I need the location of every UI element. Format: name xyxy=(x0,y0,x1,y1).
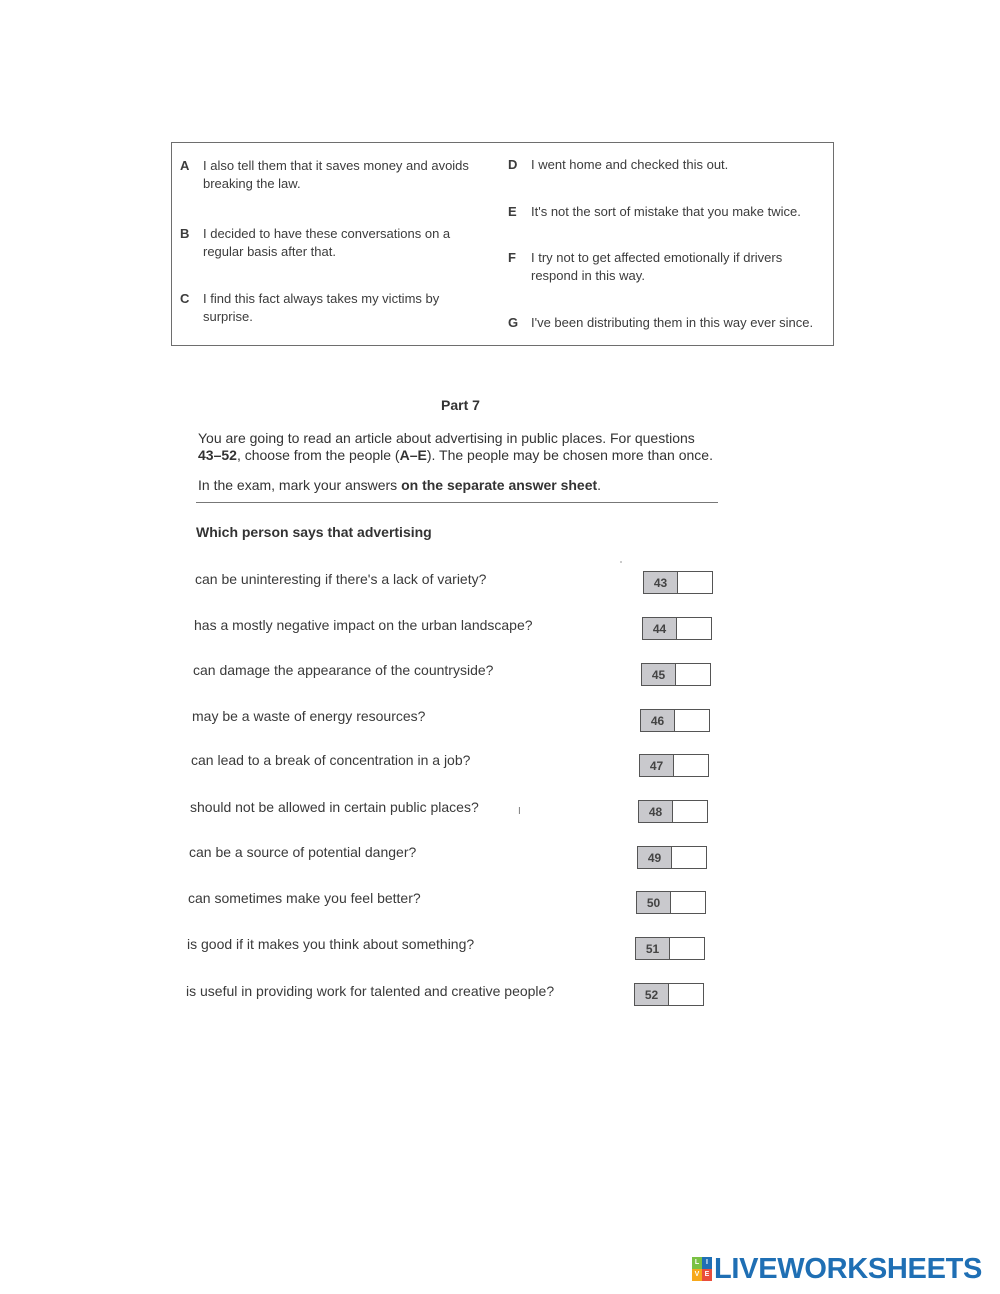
option-letter: E xyxy=(508,204,517,219)
question-50-text: can sometimes make you feel better? xyxy=(188,890,421,906)
logo-tile: L xyxy=(692,1257,702,1269)
intro-post: ). The people may be chosen more than once. xyxy=(426,447,713,463)
answer-box-50 xyxy=(636,891,706,914)
answer-box-51 xyxy=(635,937,705,960)
option-letter: F xyxy=(508,250,516,265)
logo-tile: E xyxy=(702,1269,712,1281)
answer-input-49[interactable] xyxy=(672,847,706,868)
option-letter: B xyxy=(180,226,190,241)
exam-note xyxy=(198,477,718,493)
question-44-text: has a mostly negative impact on the urban landscape? xyxy=(194,617,533,633)
scan-mark: I xyxy=(518,806,521,817)
question-43-text: can be uninteresting if there's a lack of variety? xyxy=(195,571,487,587)
scan-speck xyxy=(620,561,622,563)
liveworksheets-brand[interactable] xyxy=(692,1254,982,1284)
answer-input-47[interactable] xyxy=(674,755,708,776)
logo-tile: I xyxy=(702,1257,712,1269)
answer-input-48[interactable] xyxy=(673,801,707,822)
option-text: I decided to have these conversations on a regular basis after that. xyxy=(203,226,451,259)
question-number: 45 xyxy=(642,664,676,685)
answer-input-46[interactable] xyxy=(675,710,709,731)
option-text: I try not to get affected emotionally if drivers respond in this way. xyxy=(531,250,783,283)
divider xyxy=(196,502,718,503)
option-letter: G xyxy=(508,315,519,330)
question-heading: Which person says that advertising xyxy=(196,524,432,540)
part-title: Part 7 xyxy=(441,397,480,413)
option-text: I find this fact always takes my victims by surprise. xyxy=(203,291,440,324)
people-letters: A–E xyxy=(399,447,427,463)
options-box xyxy=(171,142,834,346)
answer-box-52 xyxy=(634,983,704,1006)
question-number: 49 xyxy=(638,847,672,868)
question-number: 51 xyxy=(636,938,670,959)
answer-box-49 xyxy=(637,846,707,869)
option-letter: A xyxy=(180,158,190,173)
intro-mid: , choose from the people ( xyxy=(236,447,400,463)
exam-bold: on the separate answer sheet xyxy=(401,477,598,493)
question-47-text: can lead to a break of concentration in a job? xyxy=(191,752,471,768)
answer-input-50[interactable] xyxy=(671,892,705,913)
question-number: 50 xyxy=(637,892,671,913)
question-52-text: is useful in providing work for talented and creative people? xyxy=(186,983,555,999)
answer-input-43[interactable] xyxy=(678,572,712,593)
question-number: 52 xyxy=(635,984,669,1005)
answer-input-44[interactable] xyxy=(677,618,711,639)
answer-box-43 xyxy=(643,571,713,594)
answer-input-52[interactable] xyxy=(669,984,703,1005)
answer-input-45[interactable] xyxy=(676,664,710,685)
answer-box-44 xyxy=(642,617,712,640)
logo-tile: V xyxy=(692,1269,702,1281)
question-51-text: is good if it makes you think about something? xyxy=(187,936,475,952)
option-letter: C xyxy=(180,291,190,306)
question-number: 43 xyxy=(644,572,678,593)
option-text: I went home and checked this out. xyxy=(531,157,729,172)
question-number: 47 xyxy=(640,755,674,776)
option-text: I've been distributing them in this way ever since. xyxy=(531,315,814,330)
option-text: I also tell them that it saves money and avoids breaking the law. xyxy=(203,158,469,191)
option-letter: D xyxy=(508,157,518,172)
question-45-text: can damage the appearance of the countryside? xyxy=(193,662,494,678)
question-number: 46 xyxy=(641,710,675,731)
answer-box-46 xyxy=(640,709,710,732)
question-number: 44 xyxy=(643,618,677,639)
answer-box-45 xyxy=(641,663,711,686)
question-49-text: can be a source of potential danger? xyxy=(189,844,417,860)
question-46-text: may be a waste of energy resources? xyxy=(192,708,426,724)
question-number: 48 xyxy=(639,801,673,822)
exam-post: . xyxy=(597,477,602,493)
instructions xyxy=(198,430,718,464)
answer-box-48 xyxy=(638,800,708,823)
answer-box-47 xyxy=(639,754,709,777)
answer-input-51[interactable] xyxy=(670,938,704,959)
option-text: It's not the sort of mistake that you make twice. xyxy=(531,204,801,219)
question-range: 43–52 xyxy=(198,447,237,463)
brand-name: LIVEWORKSHEETS xyxy=(714,1252,983,1285)
liveworksheets-logo-icon xyxy=(692,1257,712,1281)
exam-pre: In the exam, mark your answers xyxy=(198,477,402,493)
question-48-text: should not be allowed in certain public places? xyxy=(190,799,479,815)
intro-pre: You are going to read an article about advertising in public places. For questions xyxy=(198,430,695,446)
